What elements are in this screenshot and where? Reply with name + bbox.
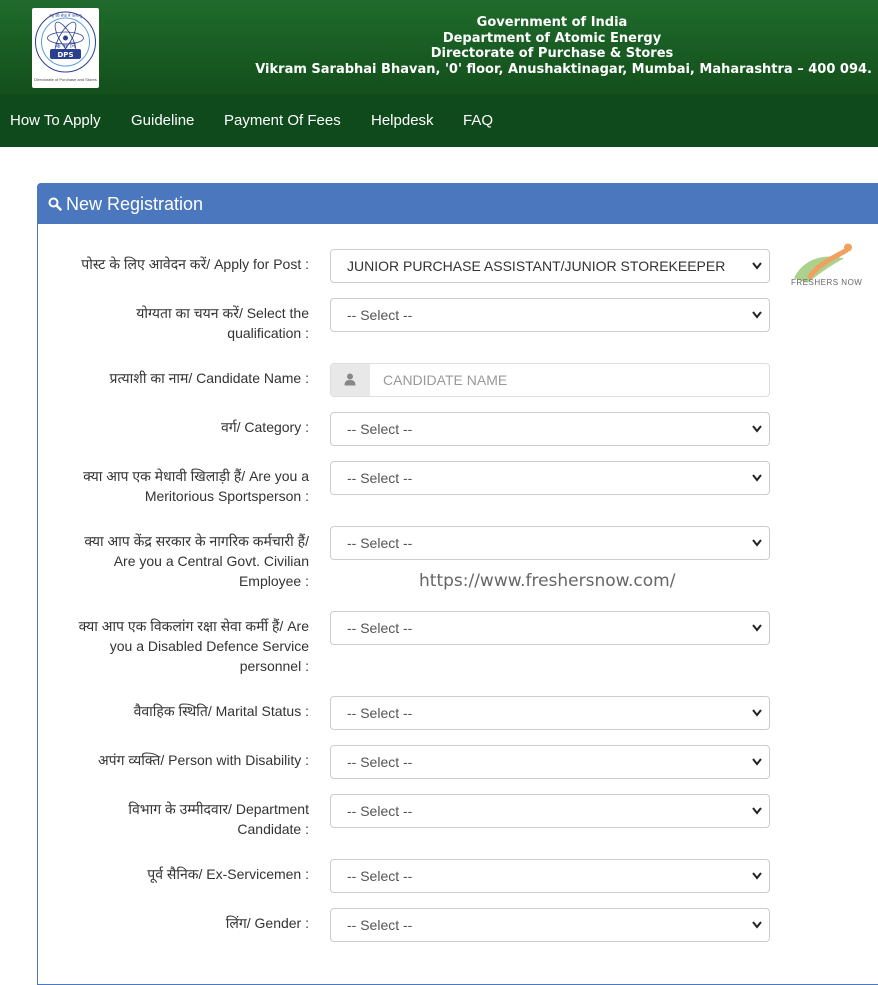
- main-nav: [0, 95, 878, 147]
- ex-servicemen-value: -- Select --: [347, 868, 413, 884]
- nav-helpdesk[interactable]: Helpdesk: [371, 112, 434, 129]
- logo-top-text: राष्ट्र की सेवा में परमाणु: [49, 13, 82, 18]
- freshersnow-brand: FRESHERS NOW: [791, 278, 863, 287]
- nav-guideline[interactable]: Guideline: [131, 112, 195, 129]
- candidate-name-input[interactable]: CANDIDATE NAME: [383, 372, 508, 388]
- chevron-down-icon: [751, 623, 763, 633]
- chevron-down-icon: [751, 424, 763, 434]
- site-header: [0, 0, 878, 95]
- chevron-down-icon: [751, 261, 763, 271]
- candidate-name-label: प्रत्याशी का नाम/ Candidate Name :: [109, 370, 309, 386]
- apply-for-post-select[interactable]: [330, 249, 770, 283]
- person-with-disability-value: -- Select --: [347, 754, 413, 770]
- person-with-disability-select[interactable]: [330, 745, 770, 779]
- qualification-label-line-2: qualification :: [227, 325, 309, 341]
- logo-devanagari: क भ नि: [55, 42, 76, 50]
- disabled-defence-value: -- Select --: [347, 620, 413, 636]
- chevron-down-icon: [751, 871, 763, 881]
- watermark-url: https://www.freshersnow.com/: [419, 571, 676, 591]
- marital-status-value: -- Select --: [347, 705, 413, 721]
- central-govt-employee-select[interactable]: [330, 526, 770, 560]
- chevron-down-icon: [751, 538, 763, 548]
- marital-status-label: वैवाहिक स्थिति/ Marital Status :: [133, 703, 309, 719]
- qualification-select[interactable]: [330, 298, 770, 332]
- search-icon: [48, 197, 62, 211]
- central-govt-label-line-2: Are you a Central Govt. Civilian: [113, 553, 309, 569]
- apply-for-post-label: पोस्ट के लिए आवेदन करें/ Apply for Post :: [81, 256, 309, 272]
- disabled-defence-label-line-3: personnel :: [239, 658, 309, 674]
- header-line-3: Directorate of Purchase & Stores: [430, 46, 674, 61]
- chevron-down-icon: [751, 757, 763, 767]
- qualification-label-line-1: योग्यता का चयन करें/ Select the: [136, 305, 309, 321]
- qualification-value: -- Select --: [347, 307, 413, 323]
- gender-select[interactable]: [330, 908, 770, 942]
- central-govt-employee-label: [49, 531, 309, 591]
- panel-heading: [38, 184, 878, 224]
- nav-faq[interactable]: FAQ: [463, 112, 494, 129]
- central-govt-value: -- Select --: [347, 535, 413, 551]
- central-govt-label-line-1: क्या आप केंद्र सरकार के नागरिक कर्मचारी हैं/: [84, 533, 309, 549]
- disabled-defence-select[interactable]: [330, 611, 770, 645]
- chevron-down-icon: [751, 473, 763, 483]
- sportsperson-value: -- Select --: [347, 470, 413, 486]
- header-line-2: Department of Atomic Energy: [442, 30, 662, 46]
- person-with-disability-label: अपंग व्यक्ति/ Person with Disability :: [97, 752, 309, 768]
- sportsperson-label: [49, 466, 309, 506]
- ex-servicemen-select[interactable]: [330, 859, 770, 893]
- header-address: Vikram Sarabhai Bhavan, '0' floor, Anushaktinagar, Mumbai, Maharashtra – 400 094.: [255, 61, 872, 77]
- sportsperson-label-line-1: क्या आप एक मेधावी खिलाड़ी हैं/ Are you a: [83, 468, 309, 484]
- header-line-1: Government of India: [476, 15, 628, 30]
- user-icon-addon: [331, 364, 370, 396]
- candidate-name-input-group[interactable]: [330, 363, 770, 397]
- chevron-down-icon: [751, 708, 763, 718]
- disabled-defence-label-line-1: क्या आप एक विकलांग रक्षा सेवा कर्मी हैं/ Are: [78, 618, 309, 634]
- chevron-down-icon: [751, 310, 763, 320]
- central-govt-label-line-3: Employee :: [238, 573, 309, 589]
- dps-logo[interactable]: [32, 8, 99, 88]
- sportsperson-select[interactable]: [330, 461, 770, 495]
- department-candidate-label: [49, 799, 309, 839]
- qualification-label: [49, 303, 309, 343]
- gender-label: लिंग/ Gender :: [225, 915, 309, 931]
- sportsperson-label-line-2: Meritorious Sportsperson :: [144, 488, 309, 504]
- logo-abbr: DPS: [57, 51, 74, 59]
- logo-caption: Directorate of Purchase and Stores: [34, 77, 97, 82]
- disabled-defence-label-line-2: you a Disabled Defence Service: [109, 638, 309, 654]
- user-icon: [344, 373, 356, 386]
- apply-for-post-value: JUNIOR PURCHASE ASSISTANT/JUNIOR STOREKEEPER: [347, 258, 726, 274]
- department-candidate-label-line-1: विभाग के उम्मीदवार/ Department: [128, 801, 309, 817]
- department-candidate-select[interactable]: [330, 794, 770, 828]
- marital-status-select[interactable]: [330, 696, 770, 730]
- header-title-block: [232, 15, 872, 77]
- disabled-defence-label: [49, 616, 309, 676]
- category-value: -- Select --: [347, 421, 413, 437]
- category-select[interactable]: [330, 412, 770, 446]
- department-candidate-value: -- Select --: [347, 803, 413, 819]
- chevron-down-icon: [751, 920, 763, 930]
- dps-emblem-icon: [32, 8, 99, 78]
- category-label: वर्ग/ Category :: [220, 419, 309, 435]
- gender-value: -- Select --: [347, 917, 413, 933]
- nav-how-to-apply[interactable]: How To Apply: [10, 112, 101, 129]
- department-candidate-label-line-2: Candidate :: [237, 821, 309, 837]
- panel-title: New Registration: [66, 194, 204, 214]
- chevron-down-icon: [751, 806, 763, 816]
- nav-payment-of-fees[interactable]: Payment Of Fees: [224, 112, 341, 129]
- ex-servicemen-label: पूर्व सैनिक/ Ex-Servicemen :: [147, 866, 309, 882]
